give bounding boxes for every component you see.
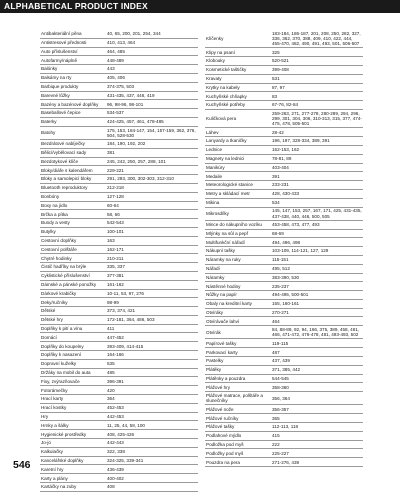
index-page-refs: 495, 512: [272, 266, 290, 271]
index-page-refs: 11, 25, 44, 58, 100: [107, 422, 145, 428]
index-page-refs: 127-128: [107, 194, 124, 200]
index-entry: [205, 339, 363, 348]
index-term: Dětské: [41, 308, 56, 314]
index-term: Držáky na mobil do auta: [41, 369, 91, 375]
index-term: Bezdrátové nabíječky: [41, 141, 85, 147]
index-entry: [40, 219, 198, 228]
index-term: Doplňky k pití a vínu: [41, 325, 83, 331]
index-term: Lanyardy a tkaničky: [206, 138, 247, 144]
index-page-refs: 420: [107, 387, 115, 393]
index-term: Mikrosdílky: [206, 211, 229, 217]
index-entry: [40, 237, 198, 246]
index-page-refs: 322, 338: [107, 449, 125, 455]
index-entry: [40, 193, 198, 202]
index-entry: [205, 164, 363, 173]
index-term: Kosmetické taštičky: [206, 67, 247, 73]
index-term: Domácí: [41, 334, 57, 340]
index-page-refs: 437, 439: [272, 358, 290, 364]
index-page-refs: 464, 485: [107, 48, 125, 54]
index-page-refs: 235-237: [272, 283, 289, 289]
index-entry: [40, 325, 198, 334]
index-entry: [40, 56, 198, 65]
index-entry: [40, 30, 198, 39]
index-page-refs: 291, 293, 300, 302-303, 312-310: [107, 176, 174, 182]
index-term: Pouzdra na pera: [206, 459, 240, 465]
index-entry: [40, 421, 198, 430]
index-entry: [40, 184, 198, 193]
index-entry: [40, 430, 198, 439]
index-term: Plážové nože: [206, 406, 234, 412]
index-page-refs: 175, 153, 184-147, 154, 157-159, 362, 376, 504, 528-530: [107, 127, 196, 138]
index-term: Plážové ručníky: [206, 415, 239, 421]
index-page-refs: 225-227: [272, 450, 289, 456]
index-term: Dopravní kuželky: [41, 361, 77, 367]
index-entry: [40, 83, 198, 92]
index-page-refs: 78-81, 89: [272, 156, 292, 162]
index-page-refs: 442-453: [107, 413, 124, 419]
index-term: Chytré hodinky: [41, 255, 72, 261]
index-term: Kancelářské doplňky: [41, 457, 84, 463]
index-page-refs: 364: [107, 396, 115, 402]
index-page-refs: 356-357: [272, 406, 289, 412]
index-page-refs: 534-537: [107, 110, 124, 116]
index-entry: [205, 392, 363, 405]
index-term: Náramky: [206, 274, 225, 280]
index-term: Baterky: [41, 119, 57, 125]
index-term: Hrnky a šálky: [41, 422, 69, 428]
index-entry: [40, 202, 198, 211]
index-entry: [205, 317, 363, 326]
index-page-refs: 259-263, 271, 277-278, 280-289, 294, 296, 299, 301, 304, 306, 310-313, 315, 377, 474-475, 478, 505-501: [272, 110, 362, 127]
index-entry: [205, 309, 363, 318]
index-column-right: [205, 30, 363, 467]
index-entry: [205, 414, 363, 423]
index-page-refs: 373, 374, 421: [107, 308, 136, 314]
index-term: Kuchyňské chňapky: [206, 93, 247, 99]
index-entry: [205, 208, 363, 221]
index-entry: [205, 181, 363, 190]
index-term: Otvírávače lahví: [206, 318, 240, 324]
index-term: Dárkové krabičky: [41, 290, 77, 296]
index-entry: [205, 458, 363, 467]
index-term: Medaile: [206, 173, 223, 179]
index-term: Bloky/diáře s kalendářem: [41, 167, 93, 173]
index-page-refs: 400-402: [107, 475, 124, 481]
index-page-refs: 162-171: [107, 246, 124, 252]
index-entry: [40, 316, 198, 325]
index-page-refs: 119-115: [272, 340, 289, 346]
index-entry: [40, 149, 198, 158]
index-page-refs: 115-151: [272, 257, 289, 263]
index-entry: [40, 281, 198, 290]
index-term: Antibakteriální pěna: [41, 31, 82, 37]
index-term: Plážové matrace, polštáře a slunečníky: [206, 393, 263, 404]
index-entry: [40, 74, 198, 83]
index-page-refs: 155, 160-161: [272, 301, 300, 307]
index-entry: [40, 369, 198, 378]
index-entry: [205, 199, 363, 208]
index-term: Hygienické prostředky: [41, 431, 87, 437]
index-entry: [205, 405, 363, 414]
index-page-refs: 424-425, 457, 461, 478-485: [107, 119, 164, 125]
index-column-left: [40, 30, 198, 492]
index-term: Kuchyňské potřeby: [206, 102, 246, 108]
page-number: 546: [13, 459, 31, 471]
index-entry: [40, 386, 198, 395]
index-term: Hrací kostky: [41, 405, 67, 411]
index-term: Hrací karty: [41, 396, 64, 402]
index-term: Batohy: [41, 130, 56, 136]
index-page-refs: 448-489: [107, 57, 124, 63]
index-entry: [205, 265, 363, 274]
index-entry: [40, 140, 198, 149]
index-page-refs: 270-271: [272, 309, 289, 315]
index-page-refs: 68-69: [272, 230, 284, 236]
index-entry: [205, 48, 363, 57]
index-page-refs: 431-435, 437, 446, 419: [107, 92, 155, 98]
index-entry: [40, 413, 198, 422]
index-term: Nákupní tašky: [206, 248, 236, 254]
index-entry: [40, 118, 198, 127]
index-page-refs: 442-443: [107, 440, 124, 446]
index-page-refs: 325: [272, 49, 280, 55]
index-term: Manikúry: [206, 164, 225, 170]
index-entry: [40, 377, 198, 386]
index-entry: [205, 92, 363, 101]
index-page-refs: 494, 496, 498: [272, 239, 301, 245]
index-entry: [205, 449, 363, 458]
index-entry: [205, 274, 363, 283]
index-page-refs: 535: [107, 361, 115, 367]
index-entry: [205, 137, 363, 146]
index-term: Kuličková pera: [206, 116, 237, 122]
index-entry: [205, 432, 363, 441]
index-entry: [205, 66, 363, 75]
index-page-refs: 371, 385, 442: [272, 367, 301, 373]
index-page-refs: 391: [272, 173, 280, 179]
index-page-refs: 358-360: [272, 384, 289, 390]
index-term: Bundy a vesty: [41, 220, 70, 226]
index-entry: [40, 448, 198, 457]
index-entry: [40, 127, 198, 140]
index-entry: [205, 256, 363, 265]
index-entry: [40, 100, 198, 109]
index-entry: [205, 247, 363, 256]
index-entry: [205, 348, 363, 357]
index-entry: [205, 221, 363, 230]
index-term: Kartáčky na zuby: [41, 484, 77, 490]
index-entry: [40, 298, 198, 307]
index-page-refs: 531: [272, 76, 280, 82]
index-entry: [40, 290, 198, 299]
index-term: Podlahové mýdlo: [206, 433, 242, 439]
index-term: Lednice: [206, 147, 223, 153]
index-page-refs: 396-391: [107, 378, 124, 384]
index-entry: [40, 210, 198, 219]
index-page-refs: 164-166: [107, 352, 124, 358]
index-entry: [205, 300, 363, 309]
index-term: Doplňky do koupelny: [41, 343, 84, 349]
index-page-refs: 271-276, 439: [272, 459, 300, 465]
index-entry: [205, 155, 363, 164]
index-entry: [40, 272, 198, 281]
index-term: Klíčenky: [206, 36, 224, 42]
index-entry: [40, 333, 198, 342]
index-entry: [40, 228, 198, 237]
index-page-refs: 60-64: [107, 202, 119, 208]
index-term: Podložka pod myš: [206, 441, 244, 447]
index-term: Magnety na lednici: [206, 156, 245, 162]
index-term: Butylky: [41, 229, 56, 235]
index-page-refs: 356, 364: [272, 395, 290, 401]
index-page-refs: 403-404: [272, 164, 289, 170]
index-term: Cestovní polštáře: [41, 246, 77, 252]
index-page-refs: 98-99: [107, 299, 119, 305]
index-term: Boxy na jídlo: [41, 202, 68, 208]
index-term: Dětské hry: [41, 317, 63, 323]
index-entry: [205, 282, 363, 291]
index-term: Podložky pod myš: [206, 450, 244, 456]
index-term: Balsámy na rty: [41, 75, 72, 81]
index-entry: [40, 92, 198, 101]
index-entry: [205, 238, 363, 247]
index-page-refs: 377-381: [107, 273, 124, 279]
index-entry: [40, 439, 198, 448]
index-term: Cestovní doplňky: [41, 238, 77, 244]
index-page-refs: 222: [272, 441, 280, 447]
index-page-refs: 544-545: [272, 375, 289, 381]
index-page-refs: 374-375, 503: [107, 84, 135, 90]
index-entry: [205, 423, 363, 432]
index-term: Kravaty: [206, 76, 222, 82]
index-term: Jo-jo: [41, 440, 51, 446]
index-entry: [40, 39, 198, 48]
index-page-refs: 443: [107, 66, 115, 72]
index-term: Plátěnky a pouzdra: [206, 375, 246, 381]
index-term: Bělicí/vybělovací sady: [41, 150, 87, 156]
index-page-refs: 453-458, 473, 477, 493: [272, 222, 320, 228]
index-page-refs: 447-452: [107, 334, 124, 340]
index-term: Papírové tašky: [206, 340, 237, 346]
index-page-refs: 494-495, 500-501: [272, 292, 309, 298]
index-term: Baseballové čepice: [41, 110, 81, 116]
index-page-refs: 161-162: [107, 282, 124, 287]
index-entry: [40, 360, 198, 369]
index-page-refs: 452-453: [107, 405, 124, 411]
index-term: Klobouky: [206, 58, 225, 64]
index-entry: [205, 84, 363, 93]
index-term: Bezdotykové klíče: [41, 158, 79, 164]
index-term: Fotorámečky: [41, 387, 68, 393]
index-term: Plátěky: [206, 367, 222, 373]
index-page-refs: 393-409, 414-415: [107, 343, 144, 349]
index-page-refs: 40, 65, 200, 201, 254, 344: [107, 31, 161, 37]
index-page-refs: 163: [107, 238, 115, 244]
index-term: Balónky: [41, 66, 58, 72]
index-entry: [40, 65, 198, 74]
index-page-refs: 410, 413, 464: [107, 40, 136, 46]
index-page-refs: 233-231: [272, 182, 289, 188]
index-page-refs: 96, 98-96, 98-101: [107, 101, 144, 107]
index-page-refs: 83: [272, 93, 278, 99]
index-term: Mikina: [206, 200, 220, 206]
index-page-refs: 335, 337: [107, 264, 125, 270]
index-entry: [205, 75, 363, 84]
index-term: Doplňky k nasazení: [41, 352, 82, 358]
index-entry: [40, 474, 198, 483]
index-entry: [205, 326, 363, 339]
index-term: Bloky a samolepicí bloky: [41, 176, 92, 182]
index-entry: [205, 57, 363, 66]
index-page-refs: 365: [272, 415, 280, 421]
index-entry: [205, 230, 363, 239]
index-page-refs: 399-408: [272, 67, 289, 73]
index-page-refs: 183-184, 186-187, 201, 208, 250, 282, 327, 336, 362, 370, 388, 409, 410, 422, 444, 455-470, 482, 490, 491, 493, 501, 506-507: [272, 30, 361, 47]
index-page-refs: 84, 88-89, 92, 94, 166, 375, 389, 458, 461, 466, 471-472, 476-478, 481, 493-493, 502: [272, 327, 360, 338]
index-entry: [205, 441, 363, 450]
index-term: Deky/ručníky: [41, 299, 68, 305]
index-page-refs: 415: [272, 433, 280, 439]
index-term: Krytky na kabely: [206, 84, 240, 90]
index-entry: [40, 109, 198, 118]
index-term: Nástěnné hodiny: [206, 283, 241, 289]
index-page-refs: 411: [107, 325, 115, 331]
index-header-bar: [0, 0, 400, 13]
index-term: Karetní hry: [41, 466, 64, 472]
index-term: Obaly na kreditní karty: [206, 301, 252, 307]
index-page-refs: 212-218: [107, 185, 124, 191]
index-page-refs: 100-101: [107, 229, 124, 235]
index-term: Multifunkční nářadí: [206, 239, 245, 245]
index-entry: [40, 158, 198, 167]
index-term: Kalkulačky: [41, 449, 63, 455]
index-entry: [205, 146, 363, 155]
index-page-refs: 485: [107, 369, 115, 375]
index-page-refs: 28-42: [272, 129, 284, 135]
index-entry: [40, 175, 198, 184]
index-page-refs: 408: [107, 484, 115, 490]
index-term: Čistič hadříky na brýle: [41, 264, 87, 270]
index-page-refs: 145, 147, 153, 257, 167, 171, 425, 431-435, 437-438, 440, 446, 500, 505: [272, 208, 362, 219]
index-page-refs: 172-181, 364, 486, 503: [107, 317, 155, 323]
index-term: Metry a skládací metr: [206, 191, 250, 197]
index-page-refs: 542-543: [107, 220, 124, 226]
index-page-refs: 152-153, 162: [272, 147, 300, 153]
index-page-refs: 428, 430-433: [272, 191, 300, 197]
index-entry: [205, 128, 363, 137]
index-term: Mlýnky na sůl a pepř: [206, 230, 249, 236]
index-entry: [205, 172, 363, 181]
index-term: Cyklistické příslušenství: [41, 273, 90, 279]
index-page-refs: 67-76, 82-84: [272, 102, 299, 108]
index-term: Mince do nákupního vozíku: [206, 222, 262, 228]
index-term: Nářadí: [206, 266, 220, 271]
index-term: Dámské a pánské ponožky: [41, 282, 97, 287]
index-page-refs: 229-221: [107, 167, 124, 173]
index-page-refs: 487: [272, 349, 280, 355]
index-term: Otvírák: [206, 329, 221, 335]
index-term: Autofarmy/náplně: [41, 57, 78, 63]
index-page-refs: 324-325, 339-341: [107, 457, 144, 463]
index-page-refs: 520-521: [272, 58, 289, 64]
index-entry: [205, 291, 363, 300]
index-entry: [40, 307, 198, 316]
index-term: Fixy, zvýrazňovače: [41, 378, 80, 384]
index-entry: [40, 342, 198, 351]
index-page-refs: 10-11, 53, 97, 276: [107, 290, 144, 296]
index-entry: [40, 465, 198, 474]
index-page-refs: 184, 190, 192, 202: [107, 141, 146, 147]
index-entry: [205, 357, 363, 366]
index-entry: [205, 366, 363, 375]
index-entry: [40, 166, 198, 175]
index-entry: [205, 101, 363, 110]
index-page-refs: 381: [107, 150, 115, 156]
index-page-refs: 383-390, 530: [272, 274, 300, 280]
index-term: Nůžky na papír: [206, 292, 237, 298]
index-page-refs: 534: [272, 200, 280, 206]
index-term: Hry: [41, 413, 49, 419]
index-term: Antistresové přednosti: [41, 40, 87, 46]
index-page-refs: 408, 425-426: [107, 431, 135, 437]
index-entry: [40, 483, 198, 492]
index-entry: [205, 30, 363, 48]
index-page-refs: 245, 242, 250, 257, 288, 101: [107, 158, 166, 164]
index-page-refs: 103-109, 114-121, 127, 129: [272, 248, 329, 254]
index-entry: [205, 190, 363, 199]
index-term: Bonbóny: [41, 194, 60, 200]
index-entry: [40, 457, 198, 466]
index-page-refs: 405, 406: [107, 75, 125, 81]
index-term: Bazény a bazénové doplňky: [41, 101, 99, 107]
index-entry: [40, 48, 198, 57]
index-term: Barbique produkty: [41, 84, 79, 90]
index-term: Auto příslušenství: [41, 48, 78, 54]
index-entry: [205, 375, 363, 384]
index-entry: [205, 110, 363, 128]
index-term: Barevné lůžky: [41, 92, 70, 98]
index-entry: [205, 383, 363, 392]
index-page-refs: 436-439: [107, 466, 124, 472]
index-term: Brčka a pítka: [41, 211, 68, 217]
index-entry: [40, 246, 198, 255]
index-page-refs: 112-113, 118: [272, 424, 299, 430]
index-term: Pastelky: [206, 358, 224, 364]
index-entry: [40, 351, 198, 360]
index-term: Bluetooth reproduktory: [41, 185, 88, 191]
index-term: Parkovací karty: [206, 349, 238, 355]
index-term: Karty a plány: [41, 475, 68, 481]
index-term: Plážové hry: [206, 384, 231, 390]
index-entry: [40, 254, 198, 263]
index-page-refs: 210-211: [107, 255, 124, 261]
index-term: Plážové tašky: [206, 424, 235, 430]
index-page-refs: 58, 66: [107, 211, 120, 217]
index-entry: [40, 263, 198, 272]
index-term: Meteorologické stanice: [206, 182, 253, 188]
index-page-refs: 87, 97: [272, 84, 285, 90]
index-page-refs: 196, 197, 328-334, 389, 391: [272, 138, 330, 144]
index-title: ALPHABETICAL PRODUCT INDEX: [4, 1, 148, 11]
index-term: Náramky na ruky: [206, 257, 241, 263]
index-page-refs: 464: [272, 318, 280, 324]
index-entry: [40, 404, 198, 413]
index-term: Otvíráky: [206, 309, 224, 315]
index-entry: [40, 395, 198, 404]
index-term: Láhev: [206, 129, 219, 135]
index-term: Klipy na psaní: [206, 49, 235, 55]
